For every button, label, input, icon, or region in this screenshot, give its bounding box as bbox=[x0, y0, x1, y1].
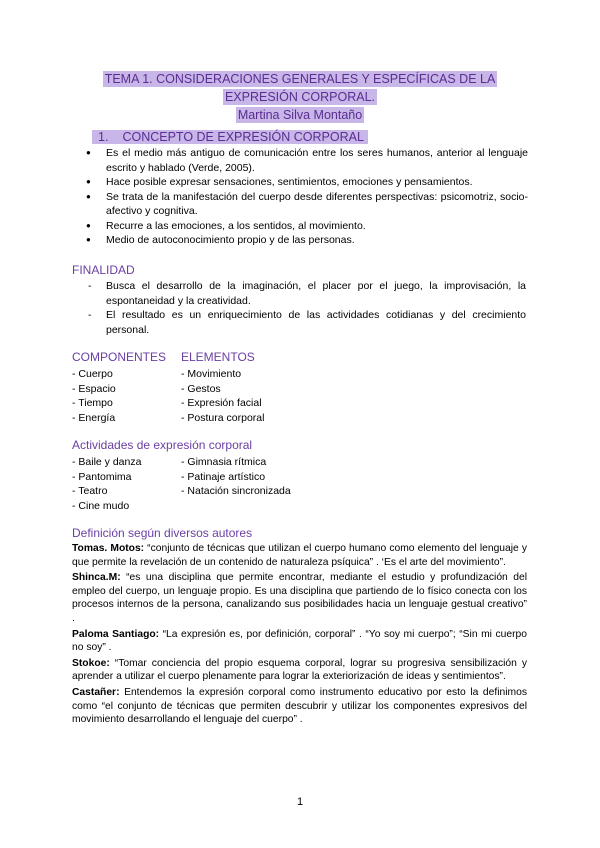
definition-paragraph bbox=[72, 657, 527, 684]
list-item: - Postura corporal bbox=[181, 411, 265, 424]
definition-author: Stokoe: bbox=[72, 657, 110, 669]
finalidad-heading: FINALIDAD bbox=[72, 263, 135, 277]
author-name: Martina Silva Montaño bbox=[237, 108, 363, 122]
actividades-list-left bbox=[72, 455, 141, 513]
list-item: - Tiempo bbox=[72, 397, 113, 410]
list-item: - Pantomima bbox=[72, 470, 132, 483]
actividades-list-right bbox=[181, 455, 291, 499]
definition-author: Castañer: bbox=[72, 686, 120, 698]
list-item: - Gimnasia rítmica bbox=[181, 456, 267, 468]
document-title bbox=[0, 70, 600, 124]
list-item: - Teatro bbox=[72, 485, 108, 498]
definition-text: “La expresión es, por definición, corporal” . “Yo soy mi cuerpo”; “Sin mi cuerpo no soy” . bbox=[72, 628, 527, 654]
list-item: - Espacio bbox=[72, 382, 116, 395]
definition-author: Shinca.M: bbox=[72, 572, 121, 584]
list-item: - Expresión facial bbox=[181, 397, 262, 410]
title-line-1: TEMA 1. CONSIDERACIONES GENERALES Y ESPECÍFICAS DE LA bbox=[104, 72, 496, 86]
componentes-list bbox=[72, 367, 116, 425]
definition-author: Paloma Santiago: bbox=[72, 628, 160, 640]
definiciones-heading: Definición según diversos autores bbox=[72, 526, 253, 540]
list-item: - Natación sincronizada bbox=[181, 485, 291, 498]
section-heading bbox=[92, 130, 368, 144]
list-item: ● Se trata de la manifestación del cuerpo desde diferentes perspectivas: psicomotriz, socio-afectivo y cognitiva. bbox=[78, 190, 528, 219]
concept-bullet-list bbox=[78, 146, 528, 248]
list-item: - Gestos bbox=[181, 382, 221, 395]
definiciones-list bbox=[72, 542, 527, 729]
section-title: CONCEPTO DE EXPRESIÓN CORPORAL bbox=[122, 130, 364, 144]
definition-text: Entendemos la expresión corporal como instrumento educativo por esto la definimos como “el conjunto de técnicas que permiten descubrir y utilizar los componentes expresivos del movimiento desarrollando el lenguaje del cuerpo” . bbox=[72, 686, 527, 726]
componentes-heading: COMPONENTES bbox=[72, 350, 167, 364]
list-item: ● Recurre a las emociones, a los sentidos, al movimiento. bbox=[78, 219, 528, 234]
list-item: ● Hace posible expresar sensaciones, sentimientos, emociones y pensamientos. bbox=[78, 175, 528, 190]
list-item: - El resultado es un enriquecimiento de las actividades cotidianas y del crecimiento personal. bbox=[78, 308, 526, 337]
list-item: - Cuerpo bbox=[72, 368, 113, 380]
elementos-list bbox=[181, 367, 264, 425]
title-line-2: EXPRESIÓN CORPORAL. bbox=[224, 90, 376, 104]
finalidad-list bbox=[78, 279, 526, 337]
section-number: 1. bbox=[98, 130, 109, 144]
definition-paragraph bbox=[72, 628, 527, 655]
definition-paragraph bbox=[72, 686, 527, 727]
definition-paragraph bbox=[72, 542, 527, 569]
list-item: - Energía bbox=[72, 411, 116, 424]
list-item: - Cine mudo bbox=[72, 499, 130, 512]
page-number: 1 bbox=[296, 796, 304, 808]
definition-text: “conjunto de técnicas que utilizan el cuerpo humano como elemento del lenguaje y que permite la revelación de un contenido de naturaleza psíquica” . ‘Es el arte del movimiento”. bbox=[72, 543, 527, 568]
elementos-heading: ELEMENTOS bbox=[181, 350, 255, 364]
list-item: - Baile y danza bbox=[72, 456, 142, 468]
definition-text: “Tomar conciencia del propio esquema corporal, lograr su progresiva sensibilización y aprender a utilizar el cuerpo plenamente para lograr la exteriorización de ideas y sentimientos”. bbox=[72, 657, 527, 683]
list-item: - Patinaje artístico bbox=[181, 470, 266, 483]
actividades-heading: Actividades de expresión corporal bbox=[72, 438, 253, 452]
definition-paragraph bbox=[72, 571, 527, 625]
list-item: - Busca el desarrollo de la imaginación, el placer por el juego, la improvisación, la espontaneidad y la creatividad. bbox=[78, 279, 526, 308]
list-item: ● Medio de autoconocimiento propio y de las personas. bbox=[78, 233, 528, 248]
definition-text: “es una disciplina que permite encontrar, mediante el estudio y profundización del empleo del cuerpo, un lenguaje propio. Es una disciplina que partiendo de lo físico conecta con los procesos internos de la persona, canalizando sus posibilidades hacia un lenguaje gestual creativo” . bbox=[72, 572, 527, 624]
list-item: - Movimiento bbox=[181, 368, 242, 380]
list-item: ● Es el medio más antiguo de comunicación entre los seres humanos, anterior al lenguaje escrito y hablado (Verde, 2005). bbox=[78, 146, 528, 175]
definition-author: Tomas. Motos: bbox=[72, 543, 145, 554]
